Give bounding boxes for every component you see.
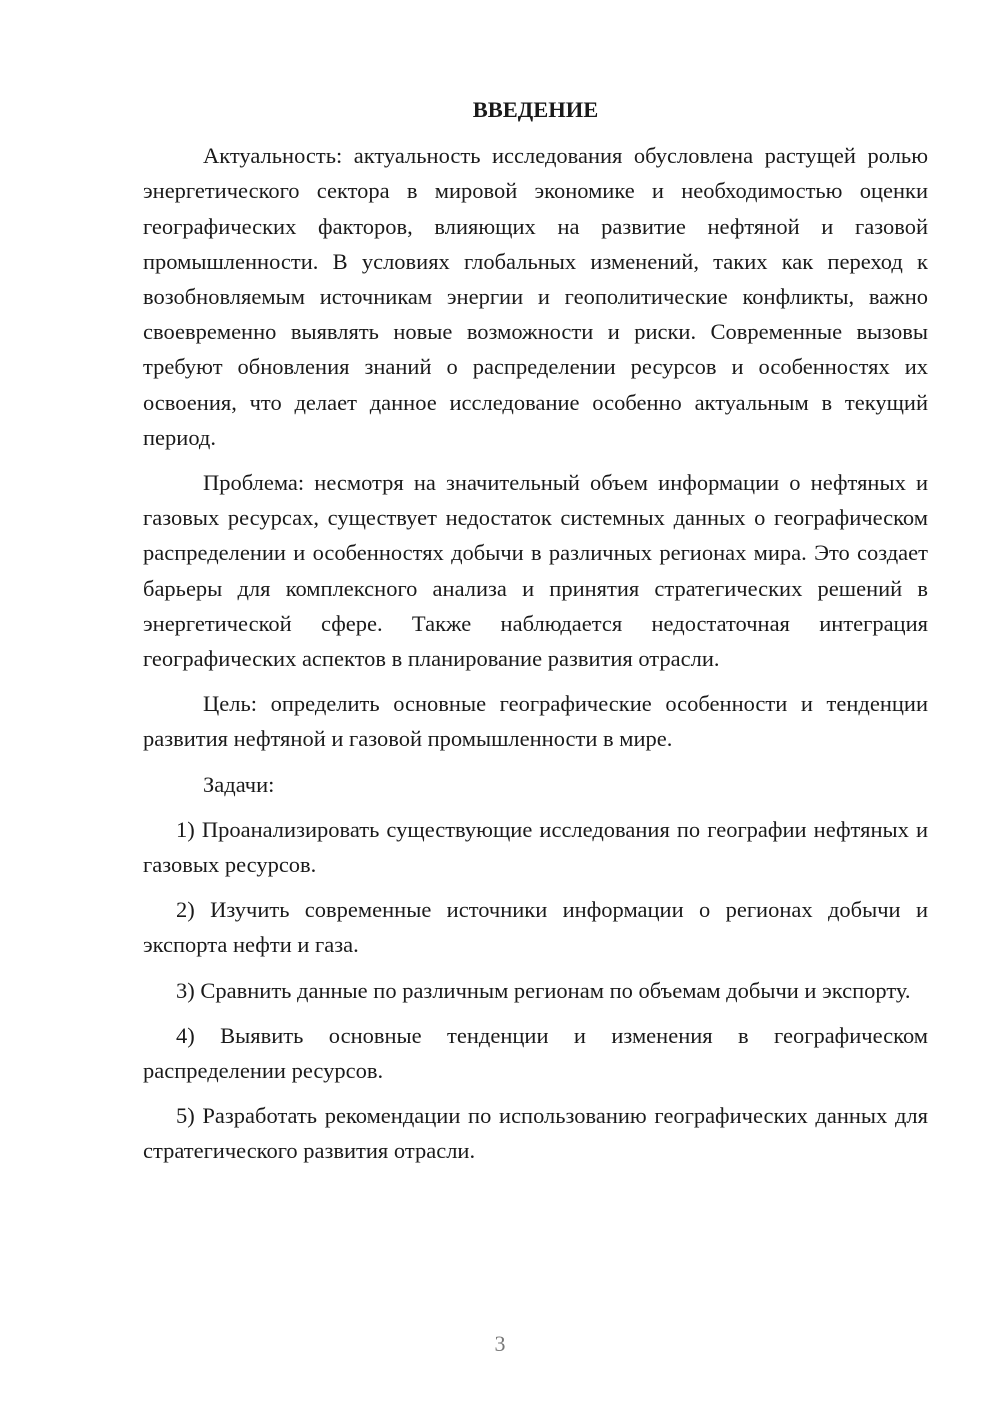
paragraph-relevance: Актуальность: актуальность исследования обусловлена растущей ролью энергетического сектора в мировой экономике и необходимостью оценки географических факторов, влияющих на развитие нефтяной и газовой промышленности. В условиях глобальных изменений, таких как переход к возобновляемым источникам энергии и геополитические конфликты, важно своевременно выявлять новые возможности и риски. Современные вызовы требуют обновления знаний о распределении ресурсов и особенностях их освоения, что делает данное исследование особенно актуальным в текущий период. bbox=[143, 143, 928, 450]
paragraph-goal: Цель: определить основные географические особенности и тенденции развития нефтяной и газовой промышленности в мире. bbox=[143, 691, 928, 752]
task-item-1: 1) Проанализировать существующие исследования по географии нефтяных и газовых ресурсов. bbox=[143, 816, 928, 878]
section-title: ВВЕДЕНИЕ bbox=[472, 97, 599, 122]
task-item-4: 4) Выявить основные тенденции и изменения в географическом распределении ресурсов. bbox=[143, 1022, 928, 1084]
task-list bbox=[143, 812, 928, 1169]
document-page bbox=[143, 92, 928, 1169]
task-item-3: 3) Сравнить данные по различным регионам по объемам добычи и экспорту. bbox=[176, 977, 911, 1003]
tasks-heading: Задачи: bbox=[203, 771, 275, 797]
task-item-2: 2) Изучить современные источники информации о регионах добычи и экспорта нефти и газа. bbox=[143, 897, 928, 958]
paragraph-problem: Проблема: несмотря на значительный объем информации о нефтяных и газовых ресурсах, существует недостаток системных данных о географическом распределении и особенностях добычи в различных регионах мира. Это создает барьеры для комплексного анализа и принятия стратегических решений в энергетической сфере. Также наблюдается недостаточная интеграция географических аспектов в планирование развития отрасли. bbox=[143, 470, 928, 672]
page-number: 3 bbox=[494, 1331, 506, 1356]
task-item-5: 5) Разработать рекомендации по использованию географических данных для стратегического развития отрасли. bbox=[143, 1103, 928, 1164]
